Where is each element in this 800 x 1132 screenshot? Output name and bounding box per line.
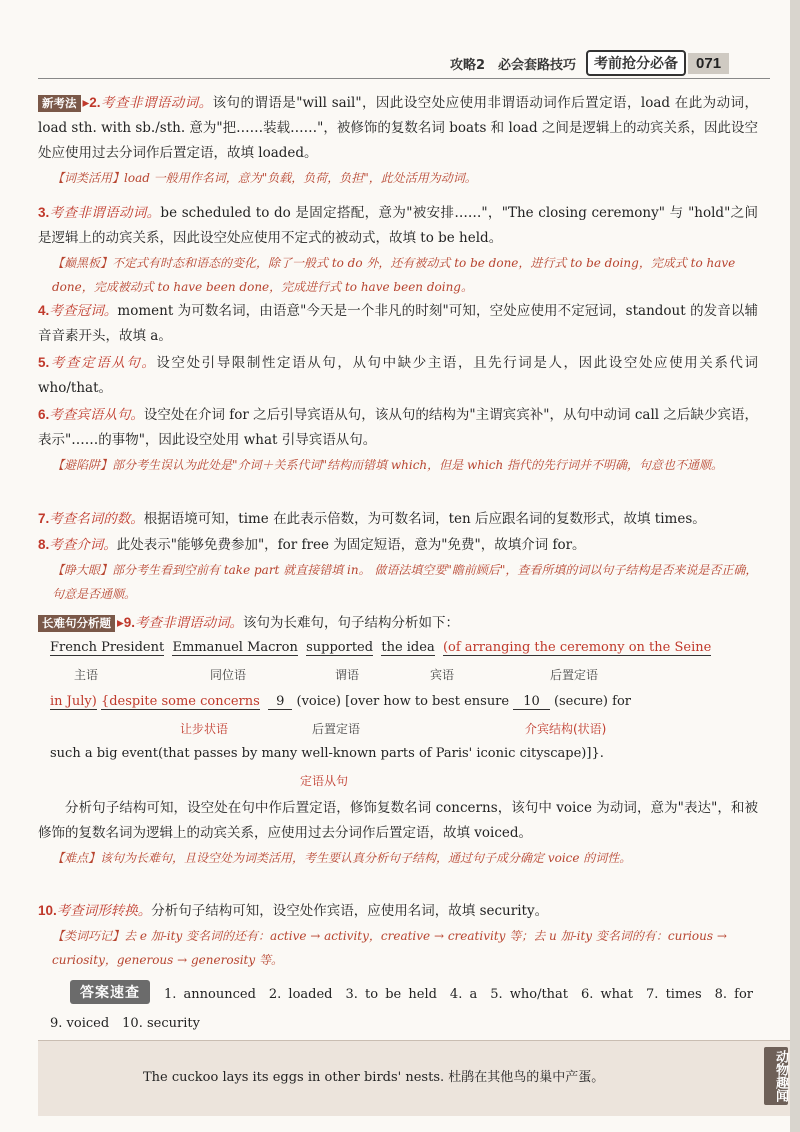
analysis-post-modifier: (of arranging the ceremony on the Seine <box>442 640 712 655</box>
item-number: 2. <box>89 95 101 110</box>
item-text: 根据语境可知，time 在此表示倍数，为可数名词，ten 后应跟名词的复数形式，故填 times。 <box>143 511 706 527</box>
item-note: 【难点】该句为长难句，且设空处为词类活用，考生要认真分析句子结构，通过句子成分确定 voice 的词性。 <box>52 851 632 865</box>
item-number: 5. <box>38 355 50 370</box>
item-number: 9. <box>123 615 136 630</box>
analysis-concessive: {despite some concerns <box>100 694 260 709</box>
label-post-modifier: 后置定语 <box>550 668 599 682</box>
arrow-icon: ▸ <box>117 615 124 631</box>
answer-line-1: 1. announced 2. loaded 3. to be held 4. a 5. who/that 6. what 7. times 8. for <box>164 986 754 1002</box>
page-header <box>450 50 729 76</box>
explanation-9 <box>38 610 758 636</box>
label-predicate: 谓语 <box>335 668 360 682</box>
right-edge-bar <box>790 0 800 1132</box>
analysis-appositive: Emmanuel Macron <box>172 640 298 655</box>
explanation-2 <box>38 90 758 190</box>
item-number: 8. <box>38 537 50 552</box>
explanation-10 <box>38 898 758 972</box>
analysis-prep-phrase: [over how to best ensure <box>345 694 510 709</box>
label-appositive: 同位语 <box>210 668 247 682</box>
arrow-icon: ▸ <box>82 95 90 111</box>
item-text: 设空处引导限制性定语从句，从句中缺少主语，且先行词是人，因此设空处应使用关系代词 who/that。 <box>38 355 759 396</box>
explanation-8 <box>38 532 758 606</box>
item-text: 分析句子结构可知，设空处在句中作后置定语，修饰复数名词 concerns，该句中 voice 为动词，意为"表达"，和被修饰的复数名词为逻辑上的动宾关系，应使用过去分词作后置定语，故填 voiced。 <box>38 800 758 841</box>
analysis-post-modifier-end: in July) <box>50 694 97 709</box>
item-number: 3. <box>38 205 50 220</box>
item-heading: 考查名词的数。 <box>49 511 144 527</box>
hint-10: (secure) <box>553 694 609 709</box>
item-text: 该句为长难句，句子结构分析如下： <box>243 615 460 631</box>
answer-key <box>70 980 753 1004</box>
explanation-6 <box>38 402 758 477</box>
answer-key-tag: 答案速查 <box>70 980 150 1004</box>
item-number: 7. <box>38 511 50 526</box>
item-heading: 考查非谓语动词。 <box>135 615 244 631</box>
header-box: 考前抢分必备 <box>586 50 686 76</box>
item-text: 此处表示"能够免费参加"，for free 为固定短语，意为"免费"，故填介词 for。 <box>116 537 586 553</box>
item-text: 设空处在介词 for 之后引导宾语从句，该从句的结构为"主谓宾宾补"，从句中动词 call 之后缺少宾语，表示"……的事物"，因此设空处用 what 引导宾语从句。 <box>38 407 758 448</box>
header-rule <box>38 78 770 79</box>
analysis-for: for <box>612 694 632 709</box>
item-heading: 考查非谓语动词。 <box>49 205 161 221</box>
hint-9: (voice) <box>296 694 341 709</box>
blank-10: 10 <box>513 694 550 710</box>
label-subject: 主语 <box>74 668 99 682</box>
item-note: 【类词巧记】去 e 加-ity 变名词的还有：active → activity，creative → creativity 等；去 u 加-ity 变名词的有：curious → curiosity，generous → generosity 等。 <box>52 929 727 967</box>
explanation-7 <box>38 506 758 532</box>
long-sentence-tag: 长难句分析题 <box>38 615 115 632</box>
explanation-4 <box>38 298 758 349</box>
item-text: be scheduled to do 是固定搭配，意为"被安排……"，"The closing ceremony" 与 "hold"之间是逻辑上的动宾关系，因此设空处应使用不定式的被动式，故填 to be held。 <box>38 205 758 246</box>
item-text: 分析句子结构可知，设空处作宾语，应使用名词，故填 security。 <box>151 903 549 919</box>
label-attributive-clause: 定语从句 <box>300 774 349 788</box>
analysis-line-3: such a big event(that passes by many well-known parts of Paris' iconic cityscape)]}. <box>50 746 604 761</box>
item-heading: 考查非谓语动词。 <box>100 95 213 111</box>
item-text: moment 为可数名词，由语意"今天是一个非凡的时刻"可知，空处应使用不定冠词，standout 的发音以辅音音素开头，故填 a。 <box>38 303 758 344</box>
footer-fact <box>38 1040 790 1116</box>
analysis-object: the idea <box>381 640 435 655</box>
item-note: 【巅黑板】不定式有时态和语态的变化，除了一般式 to do 外，还有被动式 to be done，进行式 to be doing，完成式 to have done，完成被动式 to have been done，完成进行式 to have been doing。 <box>52 256 736 294</box>
item-heading: 考查宾语从句。 <box>49 407 144 423</box>
item-heading: 考查定语从句。 <box>49 355 157 371</box>
item-note: 【睁大眼】部分考生看到空前有 take part 就直接错填 in。 做语法填空要"瞻前顾后"，查看所填的词以句子结构是否来说是否正确，句意是否通顺。 <box>52 563 758 601</box>
item-number: 6. <box>38 407 50 422</box>
blank-9: 9 <box>268 694 292 710</box>
footer-side-tag: 动物趣闻 <box>764 1047 788 1105</box>
label-object: 宾语 <box>430 668 455 682</box>
new-method-tag: 新考法 <box>38 95 81 112</box>
item-heading: 考查介词。 <box>49 537 117 553</box>
explanation-9-detail <box>38 796 758 870</box>
header-guide: 攻略2 必会套路技巧 <box>450 57 577 73</box>
label-concessive: 让步状语 <box>180 722 229 736</box>
label-prep-phrase: 介宾结构(状语) <box>525 722 607 736</box>
item-note: 【词类活用】load 一般用作名词，意为"负载，负荷，负担"，此处活用为动词。 <box>52 171 477 185</box>
item-heading: 考查冠词。 <box>49 303 118 319</box>
item-text: 该句的谓语是"will sail"，因此设空处应使用非谓语动词作后置定语，load 在此为动词，load sth. with sb./sth. 意为"把……装载……"，被修饰的复数名词 boats 和 load 之间是逻辑上的动宾关系，因此设空处应使用过去分词作后置定语，故填 loaded。 <box>38 95 759 161</box>
footer-text: The cuckoo lays its eggs in other birds' nests. 杜鹃在其他鸟的巢中产蛋。 <box>143 1070 605 1085</box>
explanation-5 <box>38 350 758 401</box>
label-post-modifier-2: 后置定语 <box>312 722 361 736</box>
item-number: 4. <box>38 303 50 318</box>
page-number: 071 <box>688 53 729 74</box>
item-note: 【避陷阱】部分考生误认为此处是"介词＋关系代词"结构而错填 which，但是 which 指代的先行词并不明确，句意也不通顺。 <box>52 458 724 472</box>
analysis-predicate: supported <box>306 640 374 655</box>
item-number: 10. <box>38 903 57 918</box>
item-heading: 考查词形转换。 <box>56 903 152 919</box>
answer-line-2: 9. voiced 10. security <box>50 1016 200 1031</box>
explanation-3 <box>38 200 758 299</box>
analysis-subject: French President <box>50 640 165 655</box>
